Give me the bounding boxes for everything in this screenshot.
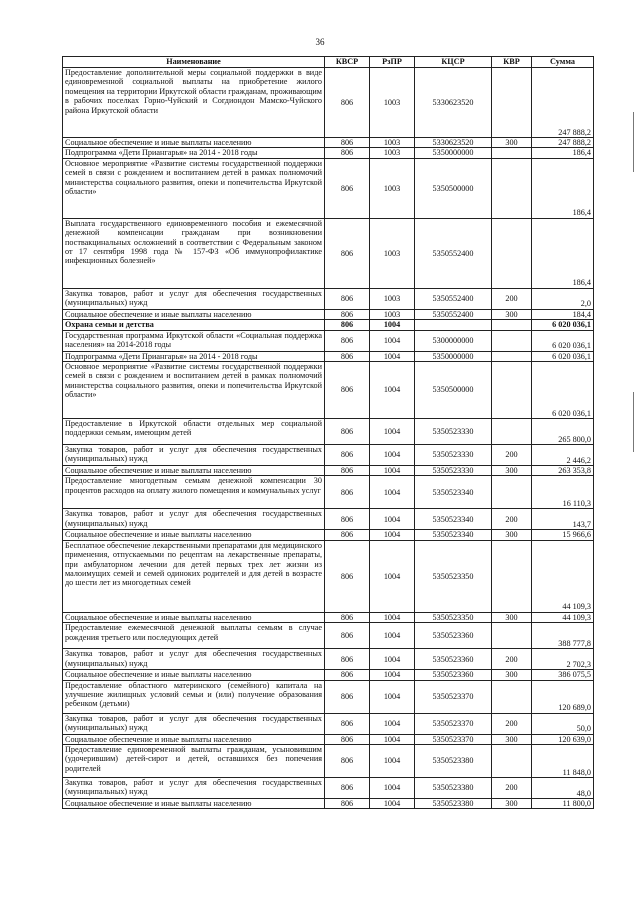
cell-sum: 6 020 036,1	[532, 362, 594, 419]
table-row	[63, 466, 594, 476]
cell-kvr	[492, 419, 532, 445]
cell-kvsr: 806	[325, 309, 370, 319]
cell-kvsr: 806	[325, 734, 370, 744]
cell-kcsr: 5300000000	[415, 330, 492, 351]
cell-kcsr: 5350523350	[415, 540, 492, 612]
cell-kcsr: 5350523330	[415, 466, 492, 476]
cell-kvr	[492, 148, 532, 158]
cell-kvr: 300	[492, 799, 532, 809]
cell-name: Закупка товаров, работ и услуг для обеспечения государственных (муниципальных) нужд	[63, 713, 325, 734]
cell-rzpr: 1004	[370, 351, 415, 361]
cell-kvsr: 806	[325, 476, 370, 509]
cell-sum: 265 800,0	[532, 419, 594, 445]
cell-kcsr: 5350000000	[415, 351, 492, 361]
cell-kvsr: 806	[325, 623, 370, 649]
cell-kvsr: 806	[325, 612, 370, 622]
table-row	[63, 320, 594, 330]
cell-kvr: 300	[492, 670, 532, 680]
cell-kvr: 300	[492, 466, 532, 476]
cell-kvr	[492, 623, 532, 649]
cell-kvr	[492, 218, 532, 288]
cell-sum: 2,0	[532, 288, 594, 309]
cell-sum: 143,7	[532, 509, 594, 530]
cell-name: Социальное обеспечение и иные выплаты населению	[63, 734, 325, 744]
cell-name: Предоставление ежемесячной денежной выплаты семьям в случае рождения третьего или последующих детей	[63, 623, 325, 649]
cell-name: Охрана семьи и детства	[63, 320, 325, 330]
cell-kvsr: 806	[325, 540, 370, 612]
cell-kvsr: 806	[325, 138, 370, 148]
cell-sum: 44 109,3	[532, 612, 594, 622]
cell-kcsr: 5350523360	[415, 623, 492, 649]
cell-sum: 6 020 036,1	[532, 320, 594, 330]
cell-name: Закупка товаров, работ и услуг для обеспечения государственных (муниципальных) нужд	[63, 509, 325, 530]
cell-rzpr: 1004	[370, 476, 415, 509]
header-kvr: КВР	[492, 57, 532, 68]
cell-kvsr: 806	[325, 799, 370, 809]
cell-name: Закупка товаров, работ и услуг для обеспечения государственных (муниципальных) нужд	[63, 778, 325, 799]
cell-rzpr: 1004	[370, 680, 415, 713]
table-body	[63, 68, 594, 809]
table-row	[63, 445, 594, 466]
table-row	[63, 612, 594, 622]
cell-kcsr: 5350523370	[415, 734, 492, 744]
cell-rzpr: 1003	[370, 158, 415, 218]
cell-rzpr: 1004	[370, 623, 415, 649]
cell-kvsr: 806	[325, 530, 370, 540]
table-row	[63, 218, 594, 288]
cell-rzpr: 1004	[370, 799, 415, 809]
cell-kcsr: 5350523340	[415, 530, 492, 540]
table-row	[63, 778, 594, 799]
cell-rzpr: 1004	[370, 540, 415, 612]
cell-rzpr: 1004	[370, 466, 415, 476]
cell-sum: 186,4	[532, 148, 594, 158]
cell-kvsr: 806	[325, 320, 370, 330]
table-row	[63, 419, 594, 445]
cell-rzpr: 1003	[370, 148, 415, 158]
cell-kcsr: 5350523350	[415, 612, 492, 622]
page-number: 36	[315, 37, 325, 47]
table-row	[63, 713, 594, 734]
margin-mark	[633, 112, 634, 172]
cell-kcsr: 5350523380	[415, 799, 492, 809]
cell-kcsr: 5350552400	[415, 218, 492, 288]
cell-kvr	[492, 330, 532, 351]
budget-table	[62, 56, 594, 809]
header-kcsr: КЦСР	[415, 57, 492, 68]
cell-rzpr: 1004	[370, 649, 415, 670]
cell-kvsr: 806	[325, 509, 370, 530]
cell-rzpr: 1004	[370, 778, 415, 799]
cell-kvr	[492, 320, 532, 330]
table-header-row	[63, 57, 594, 68]
cell-kvsr: 806	[325, 778, 370, 799]
table-row	[63, 530, 594, 540]
table-row	[63, 330, 594, 351]
table-row	[63, 148, 594, 158]
cell-name: Предоставление областного материнского (семейного) капитала на улучшение жилищных условий семьи и (или) получение образования ребенком (детьми)	[63, 680, 325, 713]
cell-name: Предоставление дополнительной меры социальной поддержки в виде единовременной социальной выплаты на приобретение жилого помещения на территории Иркутской области гражданам, проживающим в рабочих поселках Горно-Чуйский и Согдиондон Мамско-Чуйского района Иркутской области	[63, 68, 325, 138]
cell-sum: 247 888,2	[532, 68, 594, 138]
cell-name: Социальное обеспечение и иные выплаты населению	[63, 530, 325, 540]
cell-name: Закупка товаров, работ и услуг для обеспечения государственных (муниципальных) нужд	[63, 649, 325, 670]
header-name: Наименование	[63, 57, 325, 68]
cell-name: Социальное обеспечение и иные выплаты населению	[63, 670, 325, 680]
cell-rzpr: 1004	[370, 670, 415, 680]
cell-kvr: 200	[492, 509, 532, 530]
cell-kcsr: 5350523380	[415, 745, 492, 778]
cell-kcsr: 5350523330	[415, 445, 492, 466]
cell-rzpr: 1004	[370, 612, 415, 622]
cell-kvr: 300	[492, 138, 532, 148]
table-row	[63, 799, 594, 809]
cell-kcsr: 5350523330	[415, 419, 492, 445]
cell-sum: 263 353,8	[532, 466, 594, 476]
cell-sum: 6 020 036,1	[532, 351, 594, 361]
cell-name: Предоставление в Иркутской области отдельных мер социальной поддержки семьям, имеющим детей	[63, 419, 325, 445]
cell-rzpr: 1004	[370, 362, 415, 419]
table-row	[63, 362, 594, 419]
cell-sum: 11 800,0	[532, 799, 594, 809]
cell-rzpr: 1004	[370, 745, 415, 778]
cell-name: Основное мероприятие «Развитие системы государственной поддержки семей в связи с рождением и воспитанием детей в рамках полномочий министерства социального развития, опеки и попечительства Иркутской области»	[63, 158, 325, 218]
cell-kvr: 300	[492, 309, 532, 319]
cell-sum: 15 966,6	[532, 530, 594, 540]
cell-kvr: 200	[492, 778, 532, 799]
cell-kvsr: 806	[325, 670, 370, 680]
cell-kcsr: 5350523340	[415, 509, 492, 530]
cell-kvsr: 806	[325, 158, 370, 218]
cell-kcsr: 5350000000	[415, 148, 492, 158]
table-row	[63, 476, 594, 509]
cell-kvr	[492, 351, 532, 361]
cell-sum: 186,4	[532, 158, 594, 218]
cell-kvsr: 806	[325, 148, 370, 158]
cell-kvr	[492, 540, 532, 612]
cell-rzpr: 1004	[370, 530, 415, 540]
header-rzpr: РзПР	[370, 57, 415, 68]
table-row	[63, 745, 594, 778]
cell-name: Социальное обеспечение и иные выплаты населению	[63, 466, 325, 476]
table-row	[63, 670, 594, 680]
cell-name: Закупка товаров, работ и услуг для обеспечения государственных (муниципальных) нужд	[63, 445, 325, 466]
cell-kvr	[492, 680, 532, 713]
cell-name: Выплата государственного единовременного пособия и ежемесячной денежной компенсации гражданам при возникновении поствакцинальных осложнений в соответствии с Федеральным законом от 17 сентября 1998 года № 157-ФЗ «Об иммунопрофилактике инфекционных болезней»	[63, 218, 325, 288]
cell-rzpr: 1004	[370, 330, 415, 351]
cell-name: Бесплатное обеспечение лекарственными препаратами для медицинского применения, отпускаемыми по рецептам на лекарственные препараты, при амбулаторном лечении для детей первых трех лет жизни из малоимущих семей и семей одиноких родителей и для детей в возрасте до шести лет из многодетных семей	[63, 540, 325, 612]
table-row	[63, 734, 594, 744]
cell-kvr	[492, 362, 532, 419]
table-row	[63, 540, 594, 612]
cell-sum: 16 110,3	[532, 476, 594, 509]
cell-name: Закупка товаров, работ и услуг для обеспечения государственных (муниципальных) нужд	[63, 288, 325, 309]
cell-rzpr: 1004	[370, 734, 415, 744]
cell-rzpr: 1003	[370, 138, 415, 148]
margin-mark	[633, 392, 634, 452]
cell-rzpr: 1004	[370, 419, 415, 445]
cell-rzpr: 1004	[370, 509, 415, 530]
cell-sum: 386 075,5	[532, 670, 594, 680]
cell-kvsr: 806	[325, 445, 370, 466]
cell-kvsr: 806	[325, 419, 370, 445]
cell-name: Основное мероприятие «Развитие системы государственной поддержки семей в связи с рождением и воспитанием детей в рамках полномочий министерства социального развития, опеки и попечительства Иркутской области»	[63, 362, 325, 419]
cell-kvsr: 806	[325, 68, 370, 138]
cell-kcsr: 5350500000	[415, 158, 492, 218]
cell-rzpr: 1004	[370, 445, 415, 466]
cell-name: Предоставление многодетным семьям денежной компенсации 30 процентов расходов на оплату жилого помещения и коммунальных услуг	[63, 476, 325, 509]
cell-kcsr: 5330623520	[415, 138, 492, 148]
cell-kvr: 200	[492, 445, 532, 466]
cell-rzpr: 1004	[370, 713, 415, 734]
cell-sum: 11 848,0	[532, 745, 594, 778]
cell-name: Социальное обеспечение и иные выплаты населению	[63, 138, 325, 148]
cell-kcsr: 5350552400	[415, 309, 492, 319]
cell-kvr: 300	[492, 612, 532, 622]
cell-kvr	[492, 745, 532, 778]
table-row	[63, 680, 594, 713]
cell-sum: 247 888,2	[532, 138, 594, 148]
cell-kcsr: 5350523380	[415, 778, 492, 799]
table-row	[63, 309, 594, 319]
cell-kcsr: 5350523340	[415, 476, 492, 509]
cell-sum: 6 020 036,1	[532, 330, 594, 351]
cell-sum: 120 639,0	[532, 734, 594, 744]
cell-kcsr: 5330623520	[415, 68, 492, 138]
cell-kvsr: 806	[325, 745, 370, 778]
cell-name: Социальное обеспечение и иные выплаты населению	[63, 799, 325, 809]
cell-kcsr: 5350523360	[415, 649, 492, 670]
cell-name: Социальное обеспечение и иные выплаты населению	[63, 612, 325, 622]
table-row	[63, 138, 594, 148]
cell-kvsr: 806	[325, 351, 370, 361]
cell-sum: 2 702,3	[532, 649, 594, 670]
cell-name: Государственная программа Иркутской области «Социальная поддержка населения» на 2014-2018 годы	[63, 330, 325, 351]
cell-kvr	[492, 68, 532, 138]
cell-sum: 120 689,0	[532, 680, 594, 713]
cell-kvsr: 806	[325, 680, 370, 713]
cell-kcsr: 5350523370	[415, 680, 492, 713]
cell-kvsr: 806	[325, 288, 370, 309]
cell-kvr: 200	[492, 713, 532, 734]
table-row	[63, 158, 594, 218]
header-kvsr: КВСР	[325, 57, 370, 68]
cell-kvsr: 806	[325, 649, 370, 670]
cell-kvsr: 806	[325, 466, 370, 476]
cell-kcsr: 5350552400	[415, 288, 492, 309]
cell-rzpr: 1003	[370, 309, 415, 319]
cell-rzpr: 1003	[370, 68, 415, 138]
cell-kcsr: 5350523360	[415, 670, 492, 680]
cell-kvsr: 806	[325, 713, 370, 734]
header-sum: Сумма	[532, 57, 594, 68]
cell-sum: 48,0	[532, 778, 594, 799]
table-row	[63, 351, 594, 361]
cell-kvsr: 806	[325, 362, 370, 419]
cell-sum: 2 446,2	[532, 445, 594, 466]
table-row	[63, 68, 594, 138]
cell-rzpr: 1003	[370, 218, 415, 288]
cell-kvr: 200	[492, 288, 532, 309]
cell-kcsr: 5350500000	[415, 362, 492, 419]
cell-kcsr: 5350523370	[415, 713, 492, 734]
cell-rzpr: 1003	[370, 288, 415, 309]
cell-sum: 50,0	[532, 713, 594, 734]
cell-kvr: 200	[492, 649, 532, 670]
table-row	[63, 623, 594, 649]
cell-kvr	[492, 158, 532, 218]
cell-name: Социальное обеспечение и иные выплаты населению	[63, 309, 325, 319]
cell-kvsr: 806	[325, 330, 370, 351]
cell-name: Предоставление единовременной выплаты гражданам, усыновившим (удочерившим) детей-сирот и детей, оставшихся без попечения родителей	[63, 745, 325, 778]
cell-kvr: 300	[492, 530, 532, 540]
cell-sum: 184,4	[532, 309, 594, 319]
cell-sum: 186,4	[532, 218, 594, 288]
cell-sum: 44 109,3	[532, 540, 594, 612]
table-row	[63, 649, 594, 670]
cell-sum: 388 777,8	[532, 623, 594, 649]
cell-name: Подпрограмма «Дети Приангарья» на 2014 - 2018 годы	[63, 351, 325, 361]
cell-kvsr: 806	[325, 218, 370, 288]
table-row	[63, 288, 594, 309]
table-row	[63, 509, 594, 530]
cell-name: Подпрограмма «Дети Приангарья» на 2014 - 2018 годы	[63, 148, 325, 158]
cell-rzpr: 1004	[370, 320, 415, 330]
cell-kcsr	[415, 320, 492, 330]
cell-kvr: 300	[492, 734, 532, 744]
cell-kvr	[492, 476, 532, 509]
